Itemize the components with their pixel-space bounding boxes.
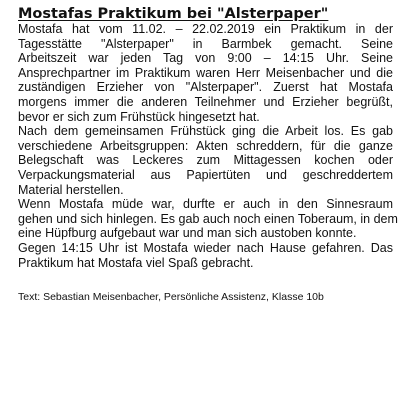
text-line: bevor er sich zum Frühstück hingesetzt hat. [18, 109, 260, 124]
text-line: Verpackungsmaterial aus Papiertüten und geschreddertem [18, 167, 393, 182]
text-line: Ansprechpartner im Praktikum waren Herr Meisenbacher und die [18, 65, 393, 80]
text-line: Wenn Mostafa müde war, durfte er auch in den Sinnesraum [18, 197, 393, 212]
text-line: zuständigen Erzieher von "Alsterpaper". Zuerst hat Mostafa [18, 80, 393, 95]
author-credit: Text: Sebastian Meisenbacher, Persönliche Assistenz, Klasse 10b [18, 291, 324, 304]
text-line: gehen und sich hinlegen. Es gab auch noch einen Toberaum, in dem [18, 211, 398, 226]
text-line: Tagesstätte "Alsterpaper" in Barmbek gemacht. Seine [18, 36, 393, 51]
document-body [18, 22, 398, 270]
text-line: Arbeitszeit war jeden Tag von 9:00 – 14:15 Uhr. Seine [18, 51, 393, 66]
paragraph-1 [18, 22, 393, 124]
text-line: Nach dem gemeinsamen Frühstück ging die Arbeit los. Es gab [18, 124, 393, 139]
text-line: verschiedene Arbeitsgruppen: Akten schreddern, für die ganze [18, 138, 393, 153]
paragraph-4 [18, 241, 393, 270]
text-line: Material herstellen. [18, 182, 124, 197]
paragraph-2 [18, 124, 393, 197]
text-line: Belegschaft was Leckeres zum Mittagessen kochen oder [18, 153, 393, 168]
text-line: morgens immer die anderen Teilnehmer und Erzieher begrüßt, [18, 94, 393, 109]
document-title: Mostafas Praktikum bei "Alsterpaper" [18, 6, 329, 22]
text-line: eine Hüpfburg aufgebaut war und man sich austoben konnte. [18, 226, 357, 241]
text-line: Mostafa hat vom 11.02. – 22.02.2019 ein Praktikum in der [18, 22, 393, 36]
text-line: Gegen 14:15 Uhr ist Mostafa wieder nach Hause gefahren. Das [18, 240, 393, 255]
text-line: Praktikum hat Mostafa viel Spaß gebracht. [18, 255, 254, 270]
paragraph-3 [18, 197, 398, 241]
